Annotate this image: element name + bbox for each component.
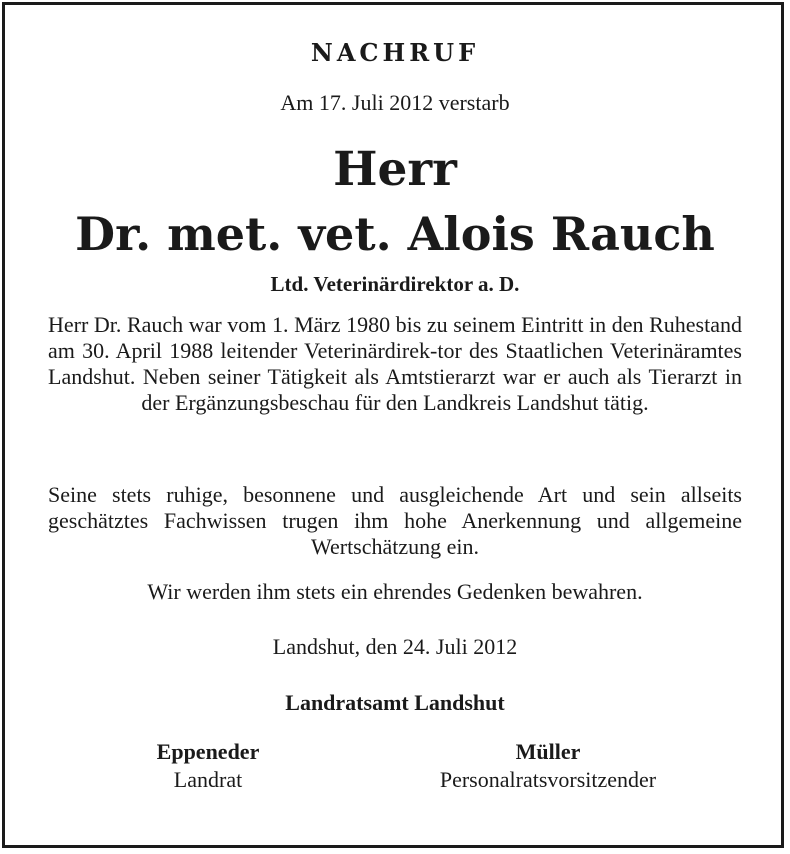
signer-role: Personalratsvorsitzender xyxy=(439,767,657,792)
death-date-line: Am 17. Juli 2012 verstarb xyxy=(280,90,510,115)
signer-block xyxy=(398,738,698,794)
signer-role: Landrat xyxy=(173,767,243,792)
deceased-name: Dr. met. vet. Alois Rauch xyxy=(75,207,715,261)
deceased-salutation: Herr xyxy=(333,142,457,197)
place-and-date: Landshut, den 24. Juli 2012 xyxy=(272,634,518,659)
signer-name: Müller xyxy=(515,739,581,764)
signer-name: Eppeneder xyxy=(156,739,260,764)
deceased-title: Ltd. Veterinärdirektor a. D. xyxy=(270,272,520,296)
signer-block xyxy=(108,738,308,794)
biography-paragraph: Herr Dr. Rauch war vom 1. März 1980 bis zu seinem Eintritt in den Ruhestand am 30. April 1988 leitender Veterinärdirek-tor des Staatlichen Veterinäramtes Landshut. Neben seiner Tätigkeit als Amtstierarzt war er auch als Tierarzt in der Ergänzungsbeschau für den Landkreis Landshut tätig. xyxy=(48,312,742,415)
issuing-office: Landratsamt Landshut xyxy=(285,690,505,715)
remembrance-paragraph: Wir werden ihm stets ein ehrendes Gedenken bewahren. xyxy=(147,579,643,604)
tribute-paragraph: Seine stets ruhige, besonnene und ausgleichende Art und sein allseits geschätztes Fachwissen trugen ihm hohe Anerkennung und allgemeine Wertschätzung ein. xyxy=(48,482,742,559)
notice-heading: NACHRUF xyxy=(310,38,480,67)
notice-border xyxy=(2,2,784,848)
